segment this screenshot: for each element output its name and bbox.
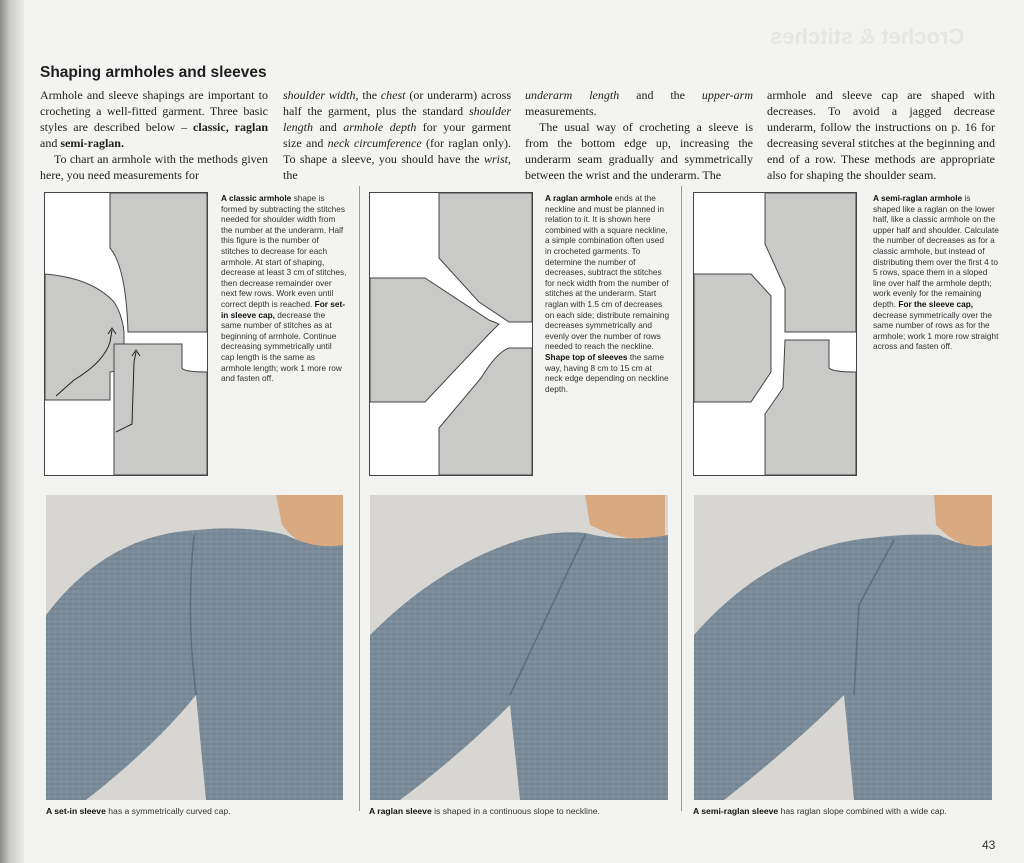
set-in-sleeve-caption: A set-in sleeve has a symmetrically curved cap.	[46, 806, 231, 816]
paragraph-measurements-start: To chart an armhole with the methods given here, you need measurements for	[40, 152, 268, 182]
body-column-2: shoulder width, the chest (or underarm) across half the garment, plus the standard shoulder length and armhole depth for your garment size and neck circumference (for raglan only). To shape a sleeve, you should have the wrist, the	[283, 88, 512, 182]
show-through-heading: Crochet & stitches	[770, 24, 965, 49]
column-divider	[681, 186, 682, 811]
semi-raglan-sleeve-caption: A semi-raglan sleeve has raglan slope combined with a wide cap.	[693, 806, 947, 816]
semi-raglan-armhole-diagram	[693, 192, 857, 476]
raglan-sleeve-caption: A raglan sleeve is shaped in a continuous slope to neckline.	[369, 806, 600, 816]
paragraph-sleeve-method: The usual way of crocheting a sleeve is from the bottom edge up, increasing the underarm seam gradually and symmetrically between the wrist and the underarm. The	[525, 120, 753, 182]
raglan-sleeve-photo	[370, 495, 668, 800]
column-divider	[359, 186, 360, 811]
set-in-sleeve-photo	[46, 495, 343, 800]
body-column-4	[767, 87, 995, 183]
classic-armhole-diagram	[44, 192, 208, 476]
body-column-3: underarm length and the upper-arm measurements. The usual way of crocheting a sleeve is from the bottom edge up, increasing the underarm seam gradually and symmetrically between the wrist and the underarm. The	[525, 88, 753, 182]
paragraph-sleeve-method-continued: armhole and sleeve cap are shaped with decreases. To avoid a jagged decrease underarm, follow the instructions on p. 16 for decreasing several stitches at the beginning and end of a row. These methods are appropriate also for shaping the shoulder seam.	[767, 88, 995, 182]
book-spine-shadow	[0, 0, 24, 863]
body-column-1: Armhole and sleeve shapings are important to crocheting a well-fitted garment. Three basic styles are described below – classic, raglan and semi-raglan. To chart an armhole with the methods given here, you need measurements for	[40, 88, 268, 182]
section-heading: Shaping armholes and sleeves	[40, 64, 267, 81]
semi-raglan-armhole-caption: A semi-raglan armhole is shaped like a raglan on the lower half, like a classic armhole on the upper half and shoulder. Calculate the number of decreases as for a classic armhole, but instead of distributing them over the first 4 to 5 rows, space them in a sloped line over half the armhole depth; work evenly for the remaining depth. For the sleeve cap, decrease symmetrically over the same number of rows as for the armhole; work 1 more row straight across and fasten off.	[873, 193, 999, 352]
classic-armhole-caption: A classic armhole shape is formed by subtracting the stitches needed for shoulder width from the number at the underarm. Half this figure is the number of stitches to decrease for each armhole. At start of shaping, decrease at least 3 cm of stitches, then decrease remainder over next few rows. Work even until correct depth is reached. For set-in sleeve cap, decrease the same number of stitches as at beginning of armhole. Continue decreasing symmetrically until cap length is the same as armhole length; work 1 more row and fasten off.	[221, 193, 347, 384]
raglan-armhole-caption: A raglan armhole ends at the neckline and must be planned in relation to it. It is shown here combined with a square neckline, a simple combination often used in crocheted garments. To determine the number of decreases, subtract the stitches for neck width from the number of stitches at the underarm. Start raglan with 1.5 cm of decreases on each side; distribute remaining decreases symmetrically and evenly over the number of rows needed to reach the neckline. Shape top of sleeves the same way, having 8 cm to 15 cm at neck edge depending on neckline depth.	[545, 193, 670, 394]
semi-raglan-sleeve-photo	[694, 495, 992, 800]
raglan-armhole-diagram	[369, 192, 533, 476]
page-number: 43	[982, 838, 996, 852]
